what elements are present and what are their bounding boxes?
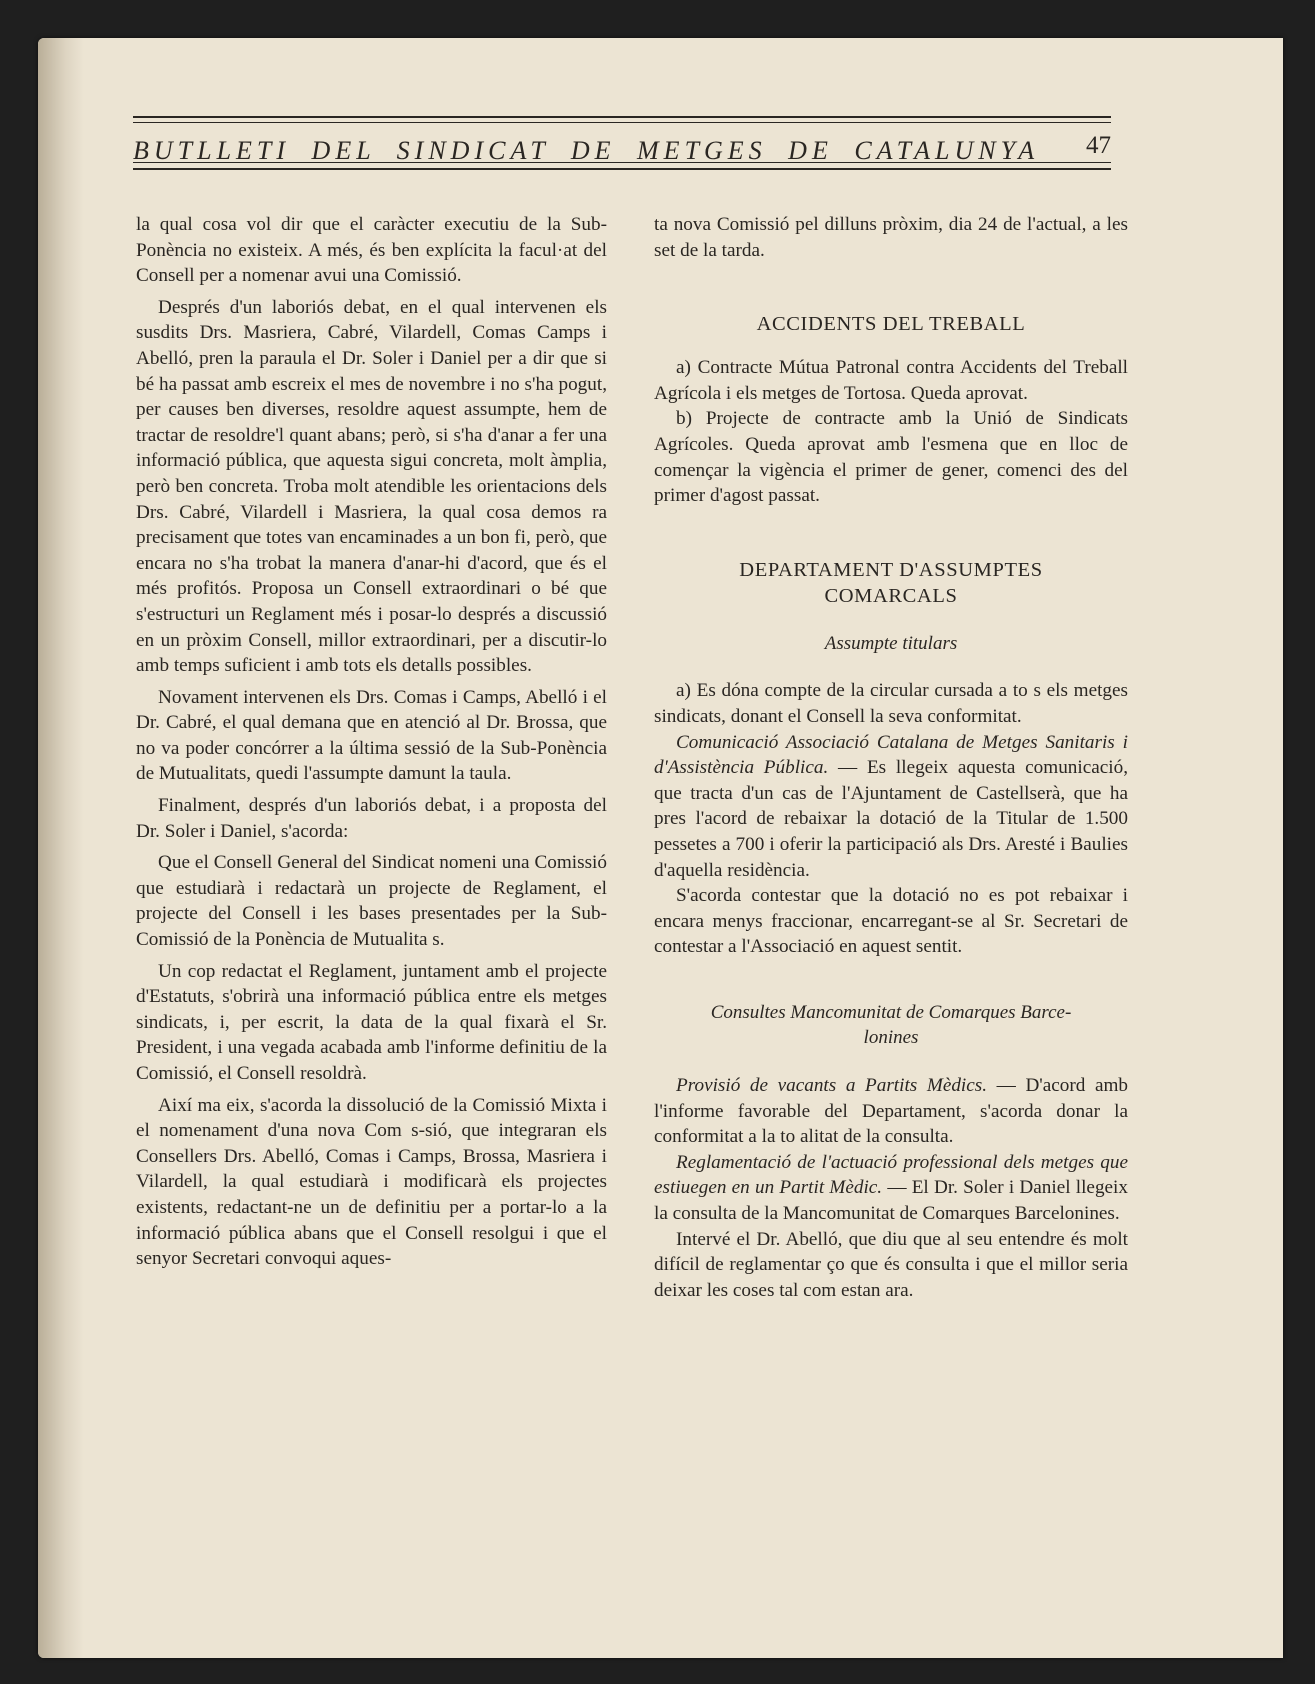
paragraph [654,1073,1128,1150]
right-column [654,212,1128,1303]
paragraph: a) Contracte Mútua Patronal contra Accidents del Treball Agrícola i els metges de Tortosa. Queda aprovat. [654,357,1128,404]
paragraph: Finalment, després d'un laboriós debat, i a proposta del Dr. Soler i Daniel, s'acorda: [136,795,607,842]
page-number: 47 [1086,132,1111,159]
paragraph-text: — El Dr. Soler i Daniel llegeix la consulta de la Mancomunitat de Comarques Barcelonines. [654,1177,1128,1225]
paragraph: Un cop redactat el Reglament, juntament amb el projecte d'Estatuts, s'obrirà una informació pública entre els metges sindicats, i, per escrit, la data de la qual fixarà el Sr. President, i una vegada acabada amb l'informe definitiu de la Comissió, el Consell resoldrà. [136,960,607,1084]
paragraph: la qual cosa vol dir que el caràcter executiu de la Sub-Ponència no existeix. A més, és ben explícita la facul·at del Consell per a nomenar avui una Comissió. [136,214,607,287]
header-rule-top [133,116,1111,130]
section-heading [654,557,1128,609]
running-title: BUTLLETI DEL SINDICAT DE METGES DE CATALUNYA [133,136,1040,165]
paragraph: Així ma eix, s'acorda la dissolució de la Comissió Mixta i el nomenament d'una nova Com s-sió, que integraran els Consellers Drs. Abelló, Comas i Camps, Brossa, Masriera i Vilardell, la qual estudiarà i modificarà els projectes existents, redactant-ne un de definitiu per a portar-lo a la informació pública abans que el Consell resolgui i que el senyor Secretari convoqui aques- [136,1094,607,1270]
paragraph: b) Projecte de contracte amb la Unió de Sindicats Agrícoles. Queda aprovat amb l'esmena que en lloc de començar la vigència el primer de gener, comenci des del primer d'agost passat. [654,408,1128,507]
header-rule-bottom [133,162,1111,176]
paragraph: a) Es dóna compte de la circular cursada a to s els metges sindicats, donant el Consell la seva conformitat. [654,680,1128,727]
paragraph-text: — D'acord amb l'informe favorable del Departament, s'acorda donar la conformitat a la to alitat de la consulta. [654,1075,1128,1148]
paragraph: Novament intervenen els Drs. Comas i Camps, Abelló i el Dr. Cabré, el qual demana que en atenció al Dr. Brossa, que no va poder concórrer a la última sessió de la Sub-Ponència de Mutualitats, quedi l'assumpte damunt la taula. [136,686,607,785]
paragraph-text: — Es llegeix aquesta comunicació, que tracta d'un cas de l'Ajuntament de Castellserà, que ha pres l'acord de rebaixar la dotació de la Titular de 1.500 pessetes a 700 i oferir la participació als Drs. Aresté i Baulies d'aquella residència. [654,757,1128,881]
subsection-heading [654,1000,1128,1051]
book-gutter [38,38,84,1658]
paragraph: S'acorda contestar que la dotació no es pot rebaixar i encara menys fraccionar, encarregant-se al Sr. Secretari de contestar a l'Associació en aquest sentit. [654,885,1128,958]
paragraph-title: Comunicació Associació Catalana de Metges Sanitaris i d'Assistència Pública. [654,731,1128,779]
paragraph [654,1150,1128,1227]
paragraph: ta nova Comissió pel dilluns pròxim, dia 24 de l'actual, a les set de la tarda. [654,214,1128,261]
paragraph: Després d'un laboriós debat, en el qual intervenen els susdits Drs. Masriera, Cabré, Vilardell, Comas Camps i Abelló, pren la paraula el Dr. Soler i Daniel per a dir que si bé ha passat amb escreix el mes de novembre i no s'ha pogut, per causes ben diverses, resoldre aquest assumpte, hem de tractar de resoldre'l quant abans; però, si s'ha d'anar a fer una informació pública, que aquesta sigui concreta, molt àmplia, però ben concreta. Troba molt atendible les orientacions dels Drs. Cabré, Vilardell i Masriera, la qual cosa demos ra precisament que totes van encaminades a un bon fi, però, que encara no s'ha trobat la manera d'anar-hi d'acord, que és el més profitós. Proposa un Consell extraordinari o bé que s'estructuri un Reglament més i posar-lo després a discussió en un pròxim Consell, millor extraordinari, per a discutir-lo amb temps suficient i amb tots els detalls possibles. [136,296,607,677]
page-header [133,110,1111,186]
section-heading-line: COMARCALS [824,584,958,607]
paragraph: Que el Consell General del Sindicat nomeni una Comissió que estudiarà i redactarà un projecte de Reglament, el projecte del Consell i les bases presentades per la Sub-Comissió de la Ponència de Mutualita s. [136,852,607,951]
paragraph-title: Provisió de vacants a Partits Mèdics. [676,1075,988,1097]
section-heading: ACCIDENTS DEL TREBALL [756,313,1026,336]
section-heading-line: DEPARTAMENT D'ASSUMPTES [739,558,1043,581]
paragraph: Intervé el Dr. Abelló, que diu que al seu entendre és molt difícil de reglamentar ço que és consulta i que el millor seria deixar les coses tal com estan ara. [654,1228,1128,1301]
paragraph-title: Reglamentació de l'actuació professional dels metges que estiuegen en un Partit Mèdic. [654,1151,1128,1199]
subsection-heading: Assumpte titulars [824,632,958,654]
subsection-heading-line: lonines [863,1027,919,1049]
subsection-heading-line: Consultes Mancomunitat de Comarques Barce- [710,1001,1072,1023]
paragraph [654,730,1128,884]
left-column [136,212,607,1272]
